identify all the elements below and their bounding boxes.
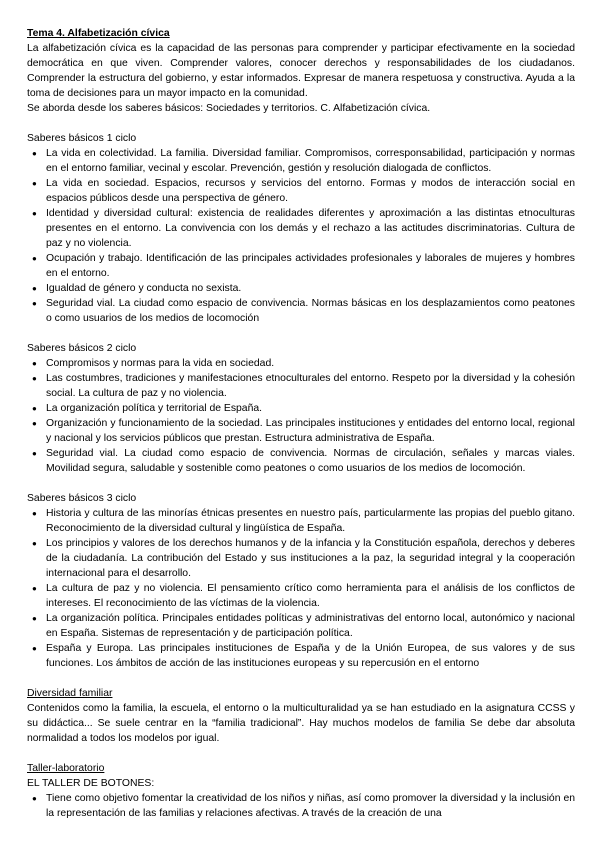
list-item-text: Las costumbres, tradiciones y manifestaciones etnoculturales del entorno. Respeto por la diversidad y la cohesión social. La cultura de paz y no violencia. xyxy=(46,373,575,399)
list-item xyxy=(27,506,575,536)
list-item-text: La vida en colectividad. La familia. Diversidad familiar. Compromisos, corresponsabilidad, participación y normas en el entorno familiar, vecinal y escolar. Prevención, gestión y resolución dialogada de conflictos. xyxy=(46,148,575,174)
bullet-icon: ● xyxy=(32,209,37,218)
bullet-icon: ● xyxy=(32,644,37,653)
list-item-text: Seguridad vial. La ciudad como espacio de convivencia. Normas básicas en los desplazamientos como peatones o como usuarios de los medios de locomoción xyxy=(46,298,575,324)
section-heading-taller: Taller-laboratorio xyxy=(27,763,105,774)
list-item-text: Identidad y diversidad cultural: existencia de realidades diferentes y aproximación a las distintas etnoculturas presentes en el entorno. La convivencia con los demás y el rechazo a las actitudes discriminatorias. Cultura de paz y no violencia. xyxy=(46,208,575,249)
bullet-icon: ● xyxy=(32,419,37,428)
section-heading-ciclo2: Saberes básicos 2 ciclo xyxy=(27,343,137,354)
list-item xyxy=(27,251,575,281)
bullet-icon: ● xyxy=(32,509,37,518)
list-item-text: Seguridad vial. La ciudad como espacio de convivencia. Normas de circulación, señales y marcas viales. Movilidad segura, saludable y sostenible como peatones o como usuarios de los medios de locomoción. xyxy=(46,448,575,474)
list-item xyxy=(27,536,575,581)
bullet-icon: ● xyxy=(32,359,37,368)
document-page xyxy=(27,26,575,821)
bullet-icon: ● xyxy=(32,539,37,548)
bullet-icon: ● xyxy=(32,179,37,188)
list-item xyxy=(27,791,575,821)
list-item xyxy=(27,206,575,251)
bullet-icon: ● xyxy=(32,374,37,383)
bullet-icon: ● xyxy=(32,299,37,308)
list-item-text: Igualdad de género y conducta no sexista. xyxy=(46,283,242,294)
list-item xyxy=(27,371,575,401)
list-item-text: Los principios y valores de los derechos humanos y de la infancia y la Constitución española, derechos y deberes de la ciudadanía. La contribución del Estado y sus instituciones a la paz, la seguridad integral y la cooperación internacional para el desarrollo. xyxy=(46,538,575,579)
bullet-icon: ● xyxy=(32,284,37,293)
list-item-text: La organización política. Principales entidades políticas y administrativas del entorno local, autonómico y nacional en España. Sistemas de representación y de participación política. xyxy=(46,613,575,639)
document-title: Tema 4. Alfabetización cívica xyxy=(27,28,170,39)
intro-paragraph: La alfabetización cívica es la capacidad de las personas para comprender y participar efectivamente en la sociedad democrática en que viven. Comprender valores, conocer derechos y responsabilidades de los ciudadanos. Comprender la estructura del gobierno, y estar informados. Expresar de manera respetuosa y constructiva. Ayuda a la toma de decisiones para un mayor impacto en la comunidad. xyxy=(27,43,575,99)
section-heading-ciclo1: Saberes básicos 1 ciclo xyxy=(27,133,137,144)
section-heading-diversidad: Diversidad familiar xyxy=(27,688,113,699)
bullet-list-taller xyxy=(27,791,575,821)
list-item xyxy=(27,446,575,476)
list-item-text: España y Europa. Las principales instituciones de España y de la Unión Europea, de sus valores y de sus funciones. Los ámbitos de acción de las instituciones europeas y su repercusión en el entorno xyxy=(46,643,575,669)
bullet-icon: ● xyxy=(32,404,37,413)
list-item xyxy=(27,356,575,371)
list-item xyxy=(27,296,575,326)
bullet-icon: ● xyxy=(32,449,37,458)
bullet-icon: ● xyxy=(32,254,37,263)
list-item-text: Ocupación y trabajo. Identificación de las principales actividades profesionales y laborales de mujeres y hombres en el entorno. xyxy=(46,253,575,279)
bullet-icon: ● xyxy=(32,584,37,593)
list-item xyxy=(27,641,575,671)
taller-subheading: EL TALLER DE BOTONES: xyxy=(27,778,155,789)
bullet-icon: ● xyxy=(32,794,37,803)
list-item-text: La organización política y territorial de España. xyxy=(46,403,263,414)
list-item xyxy=(27,611,575,641)
list-item xyxy=(27,146,575,176)
list-item-text: Compromisos y normas para la vida en sociedad. xyxy=(46,358,275,369)
list-item-text: La cultura de paz y no violencia. El pensamiento crítico como herramienta para el análisis de los conflictos de intereses. El reconocimiento de las víctimas de la violencia. xyxy=(46,583,575,609)
list-item xyxy=(27,176,575,206)
list-item xyxy=(27,581,575,611)
diversidad-paragraph: Contenidos como la familia, la escuela, el entorno o la multiculturalidad ya se han estudiado en la asignatura CCSS y su didáctica... Se suele centrar en la “familia tradicional”. Hay muchos modelos de familia Se debe dar absoluta normalidad a todos los modelos por igual. xyxy=(27,703,575,744)
list-item-text: Organización y funcionamiento de la sociedad. Las principales instituciones y entidades del entorno local, regional y nacional y los servicios públicos que prestan. Estructura administrativa de España. xyxy=(46,418,575,444)
list-item xyxy=(27,401,575,416)
section-heading-ciclo3: Saberes básicos 3 ciclo xyxy=(27,493,137,504)
bullet-list-ciclo2 xyxy=(27,356,575,476)
list-item xyxy=(27,416,575,446)
list-item-text: Historia y cultura de las minorías étnicas presentes en nuestro país, particularmente las propias del pueblo gitano. Reconocimiento de la diversidad cultural y lingüística de España. xyxy=(46,508,575,534)
bullet-icon: ● xyxy=(32,149,37,158)
bullet-list-ciclo1 xyxy=(27,146,575,326)
bullet-icon: ● xyxy=(32,614,37,623)
intro-paragraph-2: Se aborda desde los saberes básicos: Sociedades y territorios. C. Alfabetización cívica. xyxy=(27,103,431,114)
list-item-text: Tiene como objetivo fomentar la creatividad de los niños y niñas, así como promover la diversidad y la inclusión en la representación de las familias y relaciones afectivas. A través de la creación de una xyxy=(46,793,575,819)
bullet-list-ciclo3 xyxy=(27,506,575,671)
list-item-text: La vida en sociedad. Espacios, recursos y servicios del entorno. Formas y modos de interacción social en espacios públicos desde una perspectiva de género. xyxy=(46,178,575,204)
list-item xyxy=(27,281,575,296)
